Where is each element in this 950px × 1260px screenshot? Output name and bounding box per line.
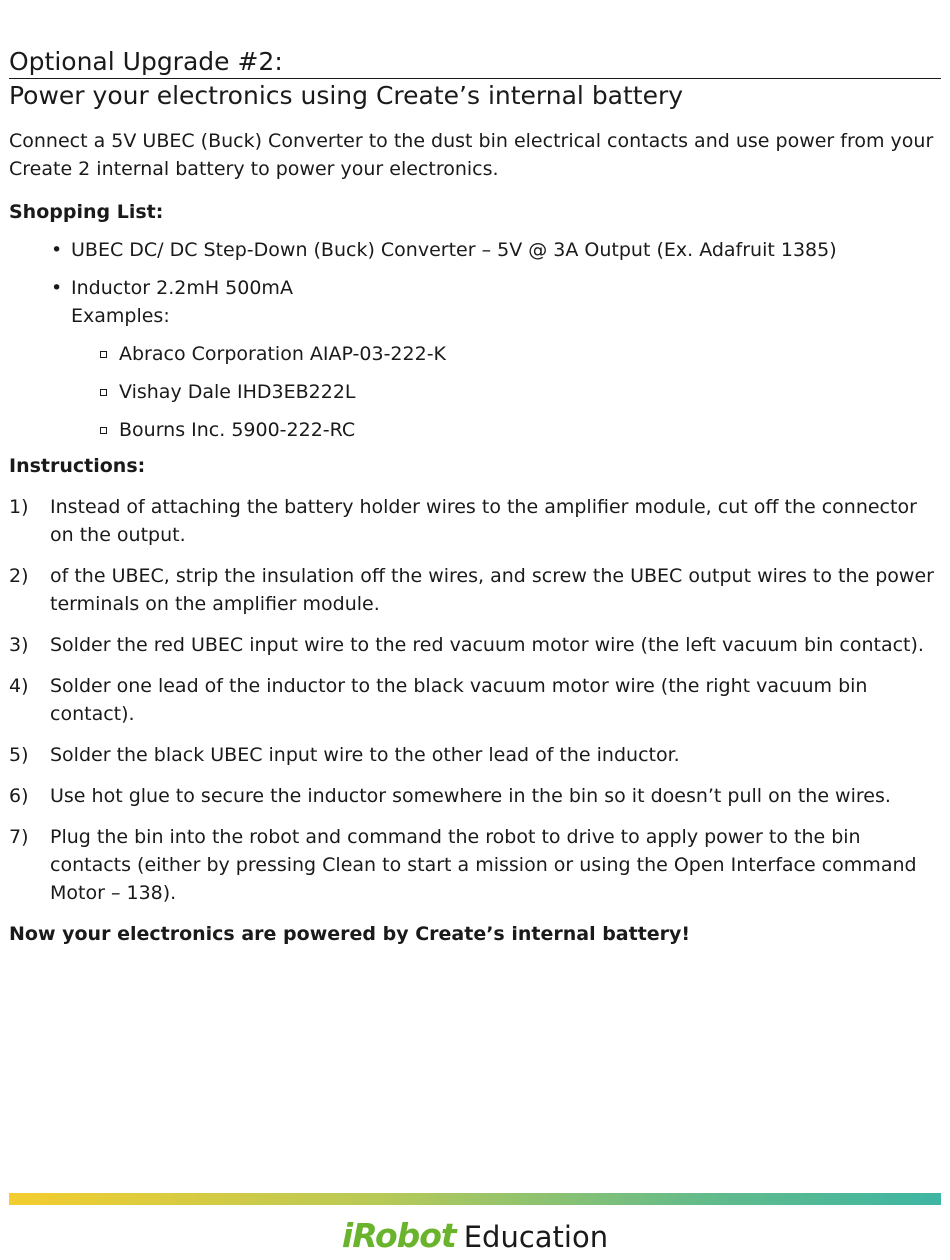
closing-statement: Now your electronics are powered by Create’s internal battery! (9, 923, 691, 945)
instruction-step (9, 562, 941, 618)
shopping-list-label: Shopping List: (9, 201, 164, 223)
step-number: 4) (9, 675, 29, 697)
step-text: Solder the red UBEC input wire to the red vacuum motor wire (the left vacuum bin contact). (50, 634, 924, 656)
step-text: Use hot glue to secure the inductor somewhere in the bin so it doesn’t pull on the wires. (50, 785, 891, 807)
instruction-step (9, 493, 941, 549)
document-page (9, 0, 941, 1260)
step-text: Solder the black UBEC input wire to the other lead of the inductor. (50, 744, 680, 766)
step-text: of the UBEC, strip the insulation off the wires, and screw the UBEC output wires to the power terminals on the amplifier module. (50, 565, 934, 615)
square-bullet-icon (100, 389, 107, 396)
instructions-list (9, 493, 941, 907)
shopping-item-subtext: Examples: (71, 305, 170, 327)
heading-title: Power your electronics using Create’s internal battery (9, 81, 684, 110)
example-text: Vishay Dale IHD3EB222L (119, 381, 356, 403)
example-item (9, 340, 941, 368)
step-text: Solder one lead of the inductor to the black vacuum motor wire (the right vacuum bin contact). (50, 675, 868, 725)
shopping-list (9, 236, 941, 330)
step-text: Plug the bin into the robot and command the robot to drive to apply power to the bin contacts (either by pressing Clean to start a mission or using the Open Interface command Motor – 138). (50, 826, 917, 904)
intro-paragraph: Connect a 5V UBEC (Buck) Converter to the dust bin electrical contacts and use power from your Create 2 internal battery to power your electronics. (9, 130, 934, 180)
instruction-step (9, 823, 941, 907)
step-number: 7) (9, 826, 29, 848)
example-item (9, 416, 941, 444)
instruction-step (9, 631, 941, 659)
step-number: 1) (9, 496, 29, 518)
instruction-step (9, 782, 941, 810)
instruction-step (9, 672, 941, 728)
step-number: 2) (9, 565, 29, 587)
example-item (9, 378, 941, 406)
document-body (9, 127, 941, 948)
step-number: 5) (9, 744, 29, 766)
instructions-label: Instructions: (9, 455, 146, 477)
example-text: Bourns Inc. 5900-222-RC (119, 419, 356, 441)
shopping-list-item (9, 274, 941, 330)
step-number: 3) (9, 634, 29, 656)
shopping-item-text: Inductor 2.2mH 500mA (71, 277, 293, 299)
irobot-education-logo (0, 1216, 950, 1255)
examples-list (9, 340, 941, 444)
footer-gradient-bar (9, 1193, 941, 1205)
example-text: Abraco Corporation AIAP-03-222-K (119, 343, 447, 365)
bullet-icon: • (51, 277, 63, 299)
shopping-list-item (9, 236, 941, 264)
step-text: Instead of attaching the battery holder wires to the amplifier module, cut off the connector on the output. (50, 496, 917, 546)
step-number: 6) (9, 785, 29, 807)
square-bullet-icon (100, 351, 107, 358)
heading-upgrade-number: Optional Upgrade #2: (9, 46, 941, 79)
shopping-item-text: UBEC DC/ DC Step-Down (Buck) Converter – 5V @ 3A Output (Ex. Adafruit 1385) (71, 239, 837, 261)
logo-suffix-text: Education (463, 1220, 609, 1254)
square-bullet-icon (100, 427, 107, 434)
bullet-icon: • (51, 239, 63, 261)
instruction-step (9, 741, 941, 769)
logo-brand-text: iRobot (341, 1216, 456, 1255)
